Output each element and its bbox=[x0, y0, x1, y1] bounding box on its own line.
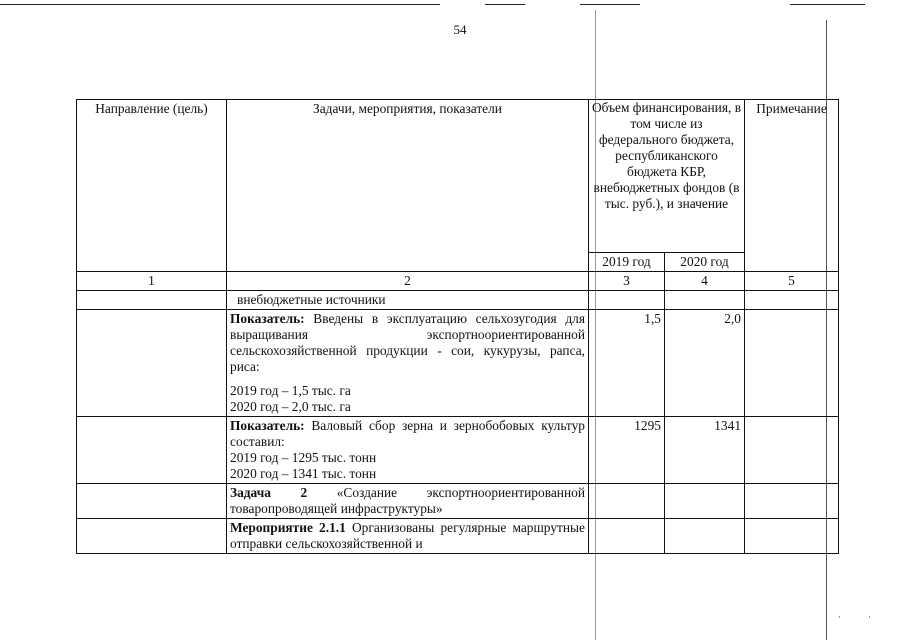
table-row bbox=[77, 519, 839, 554]
table-row bbox=[77, 291, 839, 310]
header-tasks: Задачи, мероприятия, показатели bbox=[227, 100, 589, 272]
header-row bbox=[77, 100, 839, 253]
value-2019 bbox=[589, 519, 665, 554]
value-2020 bbox=[665, 519, 745, 554]
note-cell bbox=[745, 519, 839, 554]
header-note: Примечание bbox=[745, 100, 839, 272]
value-2020: 2,0 bbox=[665, 310, 745, 417]
task-label: Задача 2 bbox=[230, 485, 308, 500]
task-text bbox=[227, 484, 589, 519]
scan-top-rule bbox=[0, 4, 440, 5]
scan-top-rule-mid bbox=[485, 4, 525, 5]
value-2020 bbox=[665, 291, 745, 310]
direction-cell bbox=[77, 291, 227, 310]
row-content bbox=[227, 417, 589, 484]
value-2020 bbox=[665, 484, 745, 519]
scan-speck: · bbox=[868, 612, 871, 622]
indicator-line-2019: 2019 год – 1295 тыс. тонн bbox=[230, 450, 377, 465]
activity-description: Организованы регулярные маршрутные отправки сельскохозяйственной и bbox=[230, 520, 585, 551]
scan-top-rule-far bbox=[790, 4, 865, 5]
indicator-line-2020: 2020 год – 1341 тыс. тонн bbox=[230, 466, 377, 481]
indicator-description: Валовый сбор зерна и зернобобовых культур составил: bbox=[230, 418, 585, 449]
indicator-label: Показатель: bbox=[230, 311, 305, 326]
page-number: 54 bbox=[453, 22, 467, 37]
program-table bbox=[76, 99, 839, 554]
col-number: 1 bbox=[77, 272, 227, 291]
col-number: 5 bbox=[745, 272, 839, 291]
indicator-line-2020: 2020 год – 2,0 тыс. га bbox=[230, 399, 351, 414]
value-2019 bbox=[589, 291, 665, 310]
value-2019: 1295 bbox=[589, 417, 665, 484]
task-description: «Создание экспортноориентированной товаропроводящей инфраструктуры» bbox=[230, 485, 585, 516]
table-row bbox=[77, 310, 839, 417]
note-cell bbox=[745, 310, 839, 417]
header-year-2019: 2019 год bbox=[589, 253, 665, 272]
indicator-text bbox=[230, 311, 585, 375]
col-number: 3 bbox=[589, 272, 665, 291]
activity-label: Мероприятие 2.1.1 bbox=[230, 520, 346, 535]
note-cell bbox=[745, 417, 839, 484]
row-content bbox=[227, 310, 589, 417]
indicator-text bbox=[230, 418, 585, 450]
value-2019: 1,5 bbox=[589, 310, 665, 417]
note-cell bbox=[745, 484, 839, 519]
direction-cell bbox=[77, 484, 227, 519]
table-row bbox=[77, 417, 839, 484]
indicator-label: Показатель: bbox=[230, 418, 305, 433]
value-2019 bbox=[589, 484, 665, 519]
scan-top-rule-right bbox=[580, 4, 640, 5]
col-number: 2 bbox=[227, 272, 589, 291]
activity-text bbox=[227, 519, 589, 554]
row-text: внебюджетные источники bbox=[227, 291, 589, 310]
indicator-line-2019: 2019 год – 1,5 тыс. га bbox=[230, 383, 351, 398]
column-number-row bbox=[77, 272, 839, 291]
direction-cell bbox=[77, 519, 227, 554]
direction-cell bbox=[77, 417, 227, 484]
header-financing: Объем финансирования, в том числе из федерального бюджета, республиканского бюджета КБР, внебюджетных фондов (в тыс. руб.), и значение bbox=[589, 100, 745, 253]
table-row bbox=[77, 484, 839, 519]
header-year-2020: 2020 год bbox=[665, 253, 745, 272]
header-direction: Направление (цель) bbox=[77, 100, 227, 272]
indicator-description: Введены в эксплуатацию сельхозугодия для выращивания экспортноориентированной сельскохозяйственной продукции - сои, кукурузы, рапса, риса: bbox=[230, 311, 585, 374]
col-number: 4 bbox=[665, 272, 745, 291]
direction-cell bbox=[77, 310, 227, 417]
value-2020: 1341 bbox=[665, 417, 745, 484]
note-cell bbox=[745, 291, 839, 310]
scan-speck: · bbox=[838, 612, 841, 622]
